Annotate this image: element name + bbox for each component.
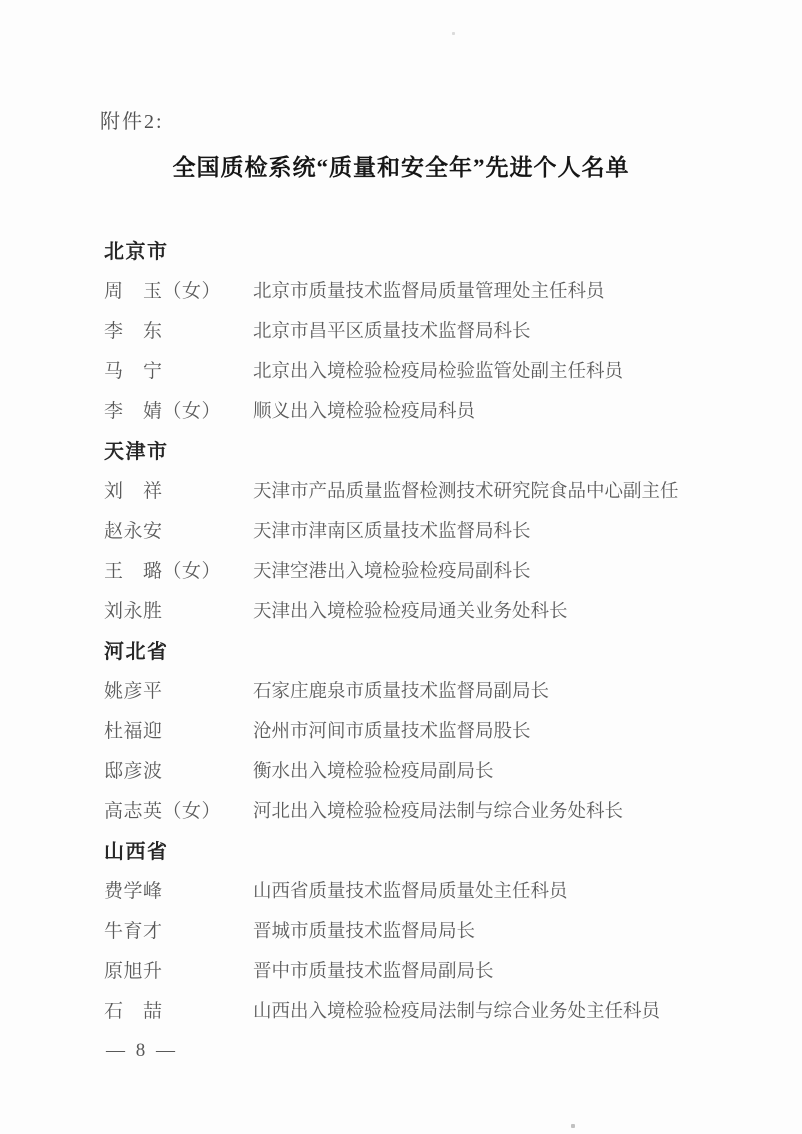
person-position: 北京市昌平区质量技术监督局科长 [253,322,531,342]
person-position: 北京出入境检验检疫局检验监管处副主任科员 [253,362,624,382]
region-heading: 河北省 [104,641,169,663]
scan-speck [571,1124,575,1128]
person-name: 原旭升 [104,961,163,982]
person-position: 衡水出入境检验检疫局副局长 [253,762,494,782]
region-section [104,632,766,832]
person-position: 北京市质量技术监督局质量管理处主任科员 [253,282,605,302]
scan-speck [452,32,455,35]
person-row [104,552,766,592]
person-name: 费学峰 [104,881,163,902]
page-number: — 8 — [106,1040,178,1061]
region-heading: 天津市 [104,441,169,463]
person-row [104,752,766,792]
person-position: 沧州市河间市质量技术监督局股长 [253,722,531,742]
person-name: 李 东 [104,321,163,342]
person-position: 天津空港出入境检验检疫局副科长 [253,562,531,582]
person-row [104,712,766,752]
person-position: 山西出入境检验检疫局法制与综合业务处主任科员 [253,1002,661,1022]
person-name: 刘 祥 [104,481,163,502]
person-row [104,392,766,432]
person-row [104,792,766,832]
person-row [104,272,766,312]
person-position: 天津出入境检验检疫局通关业务处科长 [253,602,568,622]
person-position: 顺义出入境检验检疫局科员 [253,402,476,422]
person-row [104,952,766,992]
person-row [104,912,766,952]
person-position: 石家庄鹿泉市质量技术监督局副局长 [253,682,550,702]
person-position: 河北出入境检验检疫局法制与综合业务处科长 [253,802,624,822]
person-name: 马 宁 [104,361,163,382]
person-name: 石 喆 [104,1001,163,1022]
person-name: 赵永安 [104,521,163,542]
document-title: 全国质检系统“质量和安全年”先进个人名单 [172,155,630,180]
person-row [104,672,766,712]
region-section [104,232,766,432]
person-name: 姚彦平 [104,681,163,702]
person-row [104,312,766,352]
region-section [104,432,766,632]
region-section [104,832,766,1032]
person-row [104,872,766,912]
region-heading: 北京市 [104,241,169,263]
person-name: 刘永胜 [104,601,163,622]
person-name: 杜福迎 [104,721,163,742]
person-row [104,992,766,1032]
person-position: 晋中市质量技术监督局副局长 [253,962,494,982]
region-heading: 山西省 [104,841,169,863]
person-name: 王 璐（女） [104,561,222,582]
person-name: 高志英（女） [104,801,222,822]
person-position: 天津市产品质量监督检测技术研究院食品中心副主任 [253,482,679,502]
person-row [104,472,766,512]
person-name: 周 玉（女） [104,281,222,302]
person-row [104,512,766,552]
person-name: 李 婧（女） [104,401,222,422]
person-position: 天津市津南区质量技术监督局科长 [253,522,531,542]
person-name: 牛育才 [104,921,163,942]
person-name: 邸彦波 [104,761,163,782]
person-row [104,592,766,632]
person-position: 山西省质量技术监督局质量处主任科员 [253,882,568,902]
person-position: 晋城市质量技术监督局局长 [253,922,476,942]
roster-sections [104,232,766,1032]
person-row [104,352,766,392]
attachment-label: 附件2: [100,111,164,133]
